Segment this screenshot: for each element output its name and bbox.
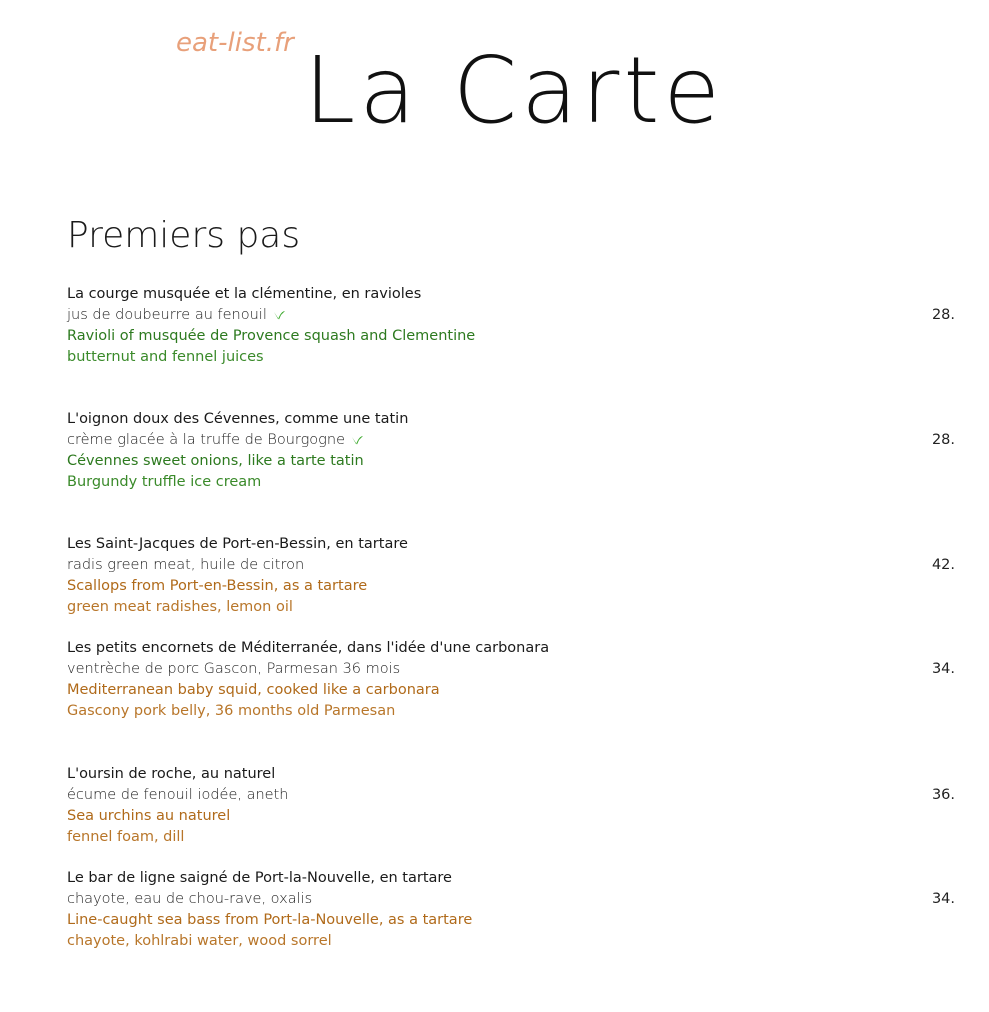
dish-description-en: Burgundy truffle ice cream [67, 474, 262, 490]
dish-description-fr: écume de fenouil iodée, aneth [67, 787, 289, 803]
dish-name-en: Mediterranean baby squid, cooked like a carbonara [67, 682, 440, 698]
dish-price: 28. [931, 432, 955, 448]
dish-name-fr: Le bar de ligne saigné de Port-la-Nouvelle, en tartare [67, 870, 452, 886]
dish-name-fr: Les petits encornets de Méditerranée, dans l'idée d'une carbonara [67, 640, 550, 656]
dish-price: 34. [931, 891, 955, 907]
dish-description-fr-text: crème glacée à la truffe de Bourgogne [67, 432, 345, 448]
dish-description-en: green meat radishes, lemon oil [67, 599, 293, 615]
dish-name-en: Sea urchins au naturel [67, 808, 231, 824]
dish-name-fr: L'oursin de roche, au naturel [67, 766, 276, 782]
menu-item [67, 534, 955, 618]
dish-price: 42. [931, 557, 955, 573]
dish-description-en: butternut and fennel juices [67, 349, 264, 365]
section-title: Premiers pas [67, 215, 301, 256]
vegetarian-leaf-icon [351, 435, 364, 446]
dish-description-fr: radis green meat, huile de citron [67, 557, 305, 573]
dish-description-fr [67, 305, 955, 326]
menu-item [67, 409, 955, 493]
dish-description-fr: ventrèche de porc Gascon, Parmesan 36 mois [67, 661, 401, 677]
dish-description-en: Gascony pork belly, 36 months old Parmesan [67, 703, 396, 719]
dish-description-en: chayote, kohlrabi water, wood sorrel [67, 933, 332, 949]
vegetarian-leaf-icon [273, 310, 286, 321]
dish-name-en: Scallops from Port-en-Bessin, as a tartare [67, 578, 368, 594]
menu-item [67, 764, 955, 848]
dish-price: 34. [931, 661, 955, 677]
dish-description-fr: chayote, eau de chou-rave, oxalis [67, 891, 313, 907]
dish-name-fr: L'oignon doux des Cévennes, comme une tatin [67, 411, 409, 427]
dish-price: 36. [931, 787, 955, 803]
dish-name-en: Line-caught sea bass from Port-la-Nouvelle, as a tartare [67, 912, 473, 928]
dish-name-fr: Les Saint-Jacques de Port-en-Bessin, en tartare [67, 536, 408, 552]
menu-item [67, 868, 955, 952]
watermark-text: eat-list.fr [176, 28, 294, 58]
page-title: La Carte [304, 37, 724, 144]
dish-price: 28. [931, 307, 955, 323]
dish-description-en: fennel foam, dill [67, 829, 185, 845]
menu-item [67, 284, 955, 368]
dish-description-fr-text: jus de doubeurre au fenouil [67, 307, 267, 323]
dish-description-fr [67, 430, 955, 451]
menu-item [67, 638, 955, 722]
dish-name-en: Cévennes sweet onions, like a tarte tatin [67, 453, 364, 469]
dish-name-fr: La courge musquée et la clémentine, en ravioles [67, 286, 422, 302]
dish-name-en: Ravioli of musquée de Provence squash and Clementine [67, 328, 476, 344]
